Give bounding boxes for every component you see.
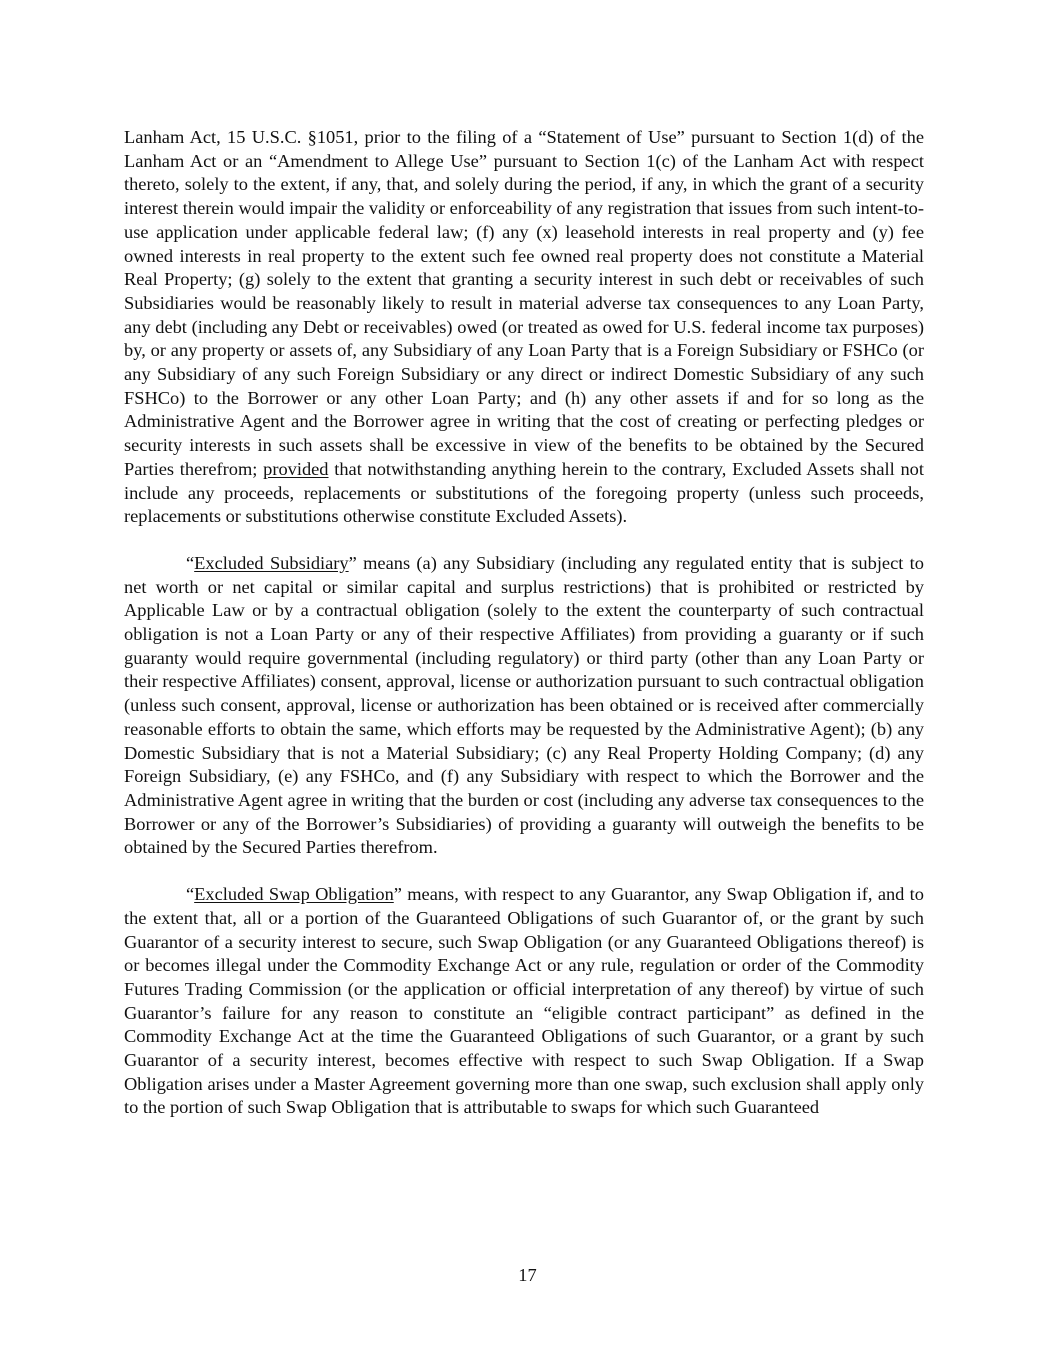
document-page bbox=[124, 126, 924, 1143]
page-number: 17 bbox=[518, 1265, 537, 1285]
paragraph-text: that notwithstanding anything herein to the contrary, Excluded Assets shall not include any proceeds, replacements or substitutions of the foregoing property (unless such proceeds, replacements or substitutions otherwise constitute Excluded Assets). bbox=[124, 458, 924, 527]
definition-body: ” means, with respect to any Guarantor, any Swap Obligation if, and to the extent that, all or a portion of the Guaranteed Obligations of such Guarantor of, or the grant by such Guarantor of a security interest to secure, such Swap Obligation (or any Guaranteed Obligations thereof) is or becomes illegal under the Commodity Exchange Act or any rule, regulation or order of the Commodity Futures Trading Commission (or the application or official interpretation of any thereof) by virtue of such Guarantor’s failure for any reason to constitute an “eligible contract participant” as defined in the Commodity Exchange Act at the time the Guaranteed Obligations of such Guarantor, or a grant by such Guarantor of a security interest, becomes effective with respect to such Swap Obligation. If a Swap Obligation arises under a Master Agreement governing more than one swap, such exclusion shall apply only to the portion of such Swap Obligation that is attributable to swaps for which such Guaranteed bbox=[124, 884, 924, 1118]
excluded-subsidiary-definition bbox=[124, 552, 924, 860]
defined-term: Excluded Swap Obligation bbox=[194, 884, 394, 905]
open-quote: “ bbox=[186, 552, 195, 573]
open-quote: “ bbox=[186, 884, 195, 905]
defined-term: Excluded Subsidiary bbox=[194, 552, 349, 573]
excluded-assets-continuation-paragraph bbox=[124, 126, 924, 529]
paragraph-text: Lanham Act, 15 U.S.C. §1051, prior to the filing of a “Statement of Use” pursuant to Section 1(d) of the Lanham Act or an “Amendment to Allege Use” pursuant to Section 1(c) of the Lanham Act with respect thereto, solely to the extent, if any, that, and solely during the period, if any, in which the grant of a security interest therein would impair the validity or enforceability of any registration that issues from such intent-to-use application under applicable federal law; (f) any (x) leasehold interests in real property and (y) fee owned interests in real property to the extent such fee owned real property does not constitute a Material Real Property; (g) solely to the extent that granting a security interest in such debt or receivables of such Subsidiaries would be reasonably likely to result in material adverse tax consequences to any Loan Party, any debt (including any Debt or receivables) owed (or treated as owed for U.S. federal income tax purposes) by, or any property or assets of, any Subsidiary of any Loan Party that is a Foreign Subsidiary or FSHCo (or any Subsidiary of any such Foreign Subsidiary or any direct or indirect Domestic Subsidiary of any such FSHCo) to the Borrower or any other Loan Party; and (h) any other assets if and for so long as the Administrative Agent and the Borrower agree in writing that the cost of creating or perfecting pledges or security interests in such assets shall be excessive in view of the benefits to be obtained by the Secured Parties therefrom; bbox=[124, 127, 924, 479]
provided-term: provided bbox=[263, 458, 329, 479]
definition-body: ” means (a) any Subsidiary (including any regulated entity that is subject to net worth or net capital or similar capital and surplus restrictions) that is prohibited or restricted by Applicable Law or by a contractual obligation (solely to the extent the counterparty of such contractual obligation is not a Loan Party or any of their respective Affiliates) from providing a guaranty or if such guaranty would require governmental (including regulatory) or third party (other than any Loan Party or their respective Affiliates) consent, approval, license or authorization pursuant to such contractual obligation (unless such consent, approval, license or authorization has been obtained or is received after commercially reasonable efforts to obtain the same, which efforts may be requested by the Administrative Agent); (b) any Domestic Subsidiary that is not a Material Subsidiary; (c) any Real Property Holding Company; (d) any Foreign Subsidiary, (e) any FSHCo, and (f) any Subsidiary with respect to which the Borrower and the Administrative Agent agree in writing that the burden or cost (including any adverse tax consequences to the Borrower or any of the Borrower’s Subsidiaries) of providing a guaranty will outweigh the benefits to be obtained by the Secured Parties therefrom. bbox=[124, 552, 924, 858]
excluded-swap-obligation-definition bbox=[124, 883, 924, 1120]
